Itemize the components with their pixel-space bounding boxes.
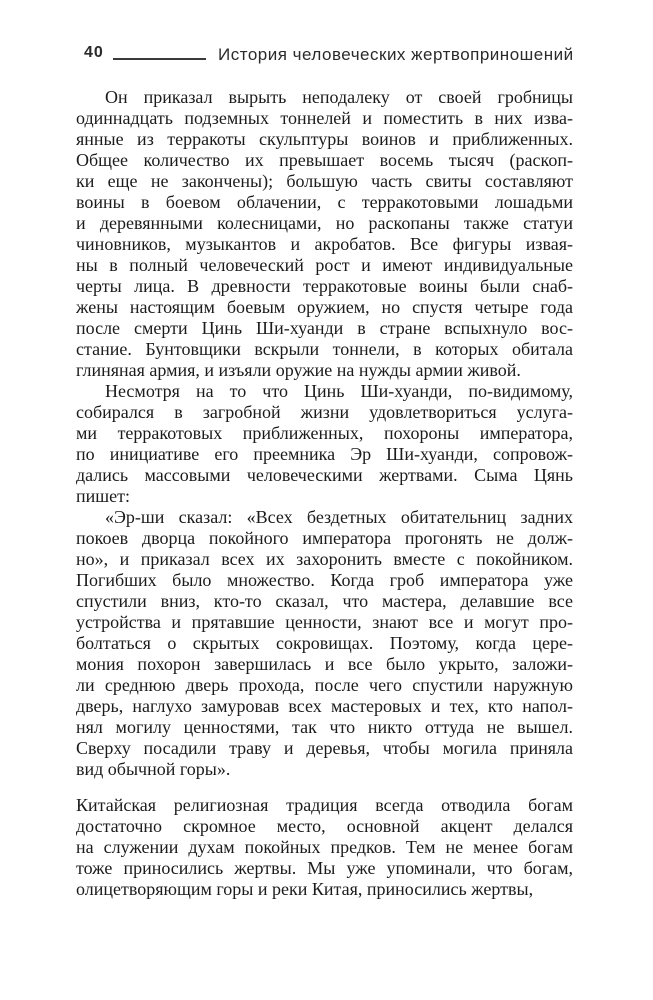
text-line: янные из терракоты скульптуры воинов и приближенных. [76,129,573,149]
running-head [0,44,653,66]
text-line: ки еще не закончены); большую часть свиты составляют [76,171,573,191]
text-line: спустили вниз, кто-то сказал, что мастера, делавшие все [76,591,573,611]
text-line: устройства и прятавшие ценности, знают все и могут про- [76,612,573,632]
text-line: олицетворяющим горы и реки Китая, приносились жертвы, [76,879,534,899]
text-line: Погибших было множество. Когда гроб императора уже [76,570,573,590]
paragraph [76,795,573,900]
text-line: нял могилу ценностями, так что никто оттуда не вышел. [76,717,573,737]
text-line: достаточно скромное место, основной акцент делался [76,816,573,836]
text-line: Сверху посадили траву и деревья, чтобы могила приняла [76,738,573,758]
text-line: Общее количество их превышает восемь тысяч (раскоп- [76,150,573,170]
text-line: ли среднюю дверь прохода, после чего спустили наружную [76,675,573,695]
text-line: дались массовыми человеческими жертвами. Сыма Цянь [76,465,573,485]
text-line: чиновников, музыкантов и акробатов. Все фигуры извая- [76,234,573,254]
text-line: жены настоящим боевым оружием, но спустя четыре года [76,297,573,317]
text-line: черты лица. В древности терракотовые воины были снаб- [76,276,573,296]
paragraph [76,507,573,780]
text-line: и деревянными колесницами, но раскопаны также статуи [76,213,573,233]
text-line: после смерти Цинь Ши-хуанди в стране вспыхнуло вос- [76,318,573,338]
text-line: Китайская религиозная традиция всегда отводила богам [76,795,573,815]
text-line: глиняная армия, и изъяли оружие на нужды армии живой. [76,360,521,380]
paragraph [76,87,573,381]
text-line: болтаться о скрытых сокровищах. Поэтому, когда цере- [76,633,573,653]
paragraph [76,381,573,507]
text-line: Он приказал вырыть неподалеку от своей гробницы [105,87,573,107]
text-line: по инициативе его преемника Эр Ши-хуанди, сопровож- [76,444,573,464]
text-line: ми терракотовых приближенных, похороны императора, [76,423,573,443]
text-line: собирался в загробной жизни удовлетвориться услуга- [76,402,573,422]
body-text [76,87,573,900]
text-line: одиннадцать подземных тоннелей и поместить в них изва- [76,108,573,128]
text-line: вид обычной горы». [76,759,231,779]
text-line: «Эр-ши сказал: «Всех бездетных обитательниц задних [105,507,573,527]
running-title: История человеческих жертвоприношений [218,45,574,64]
text-line: ны в полный человеческий рост и имеют индивидуальные [76,255,573,275]
text-line: на служении духам покойных предков. Тем не менее богам [76,837,573,857]
text-line: тоже приносились жертвы. Мы уже упоминали, что богам, [76,858,573,878]
text-line: покоев дворца покойного императора прогонять не долж- [76,528,573,548]
text-line: воины в боевом облачении, с терракотовыми лошадьми [76,192,573,212]
header-rule [113,58,206,60]
text-line: пишет: [76,486,130,506]
text-line: но», и приказал всех их захоронить вместе с покойником. [76,549,573,569]
text-line: стание. Бунтовщики вскрыли тоннели, в которых обитала [76,339,573,359]
text-line: мония похорон завершилась и все было укрыто, заложи- [76,654,573,674]
page-number: 40 [84,44,104,61]
text-line: Несмотря на то что Цинь Ши-хуанди, по-видимому, [105,381,573,401]
text-line: дверь, наглухо замуровав всех мастеровых и тех, кто напол- [76,696,573,716]
